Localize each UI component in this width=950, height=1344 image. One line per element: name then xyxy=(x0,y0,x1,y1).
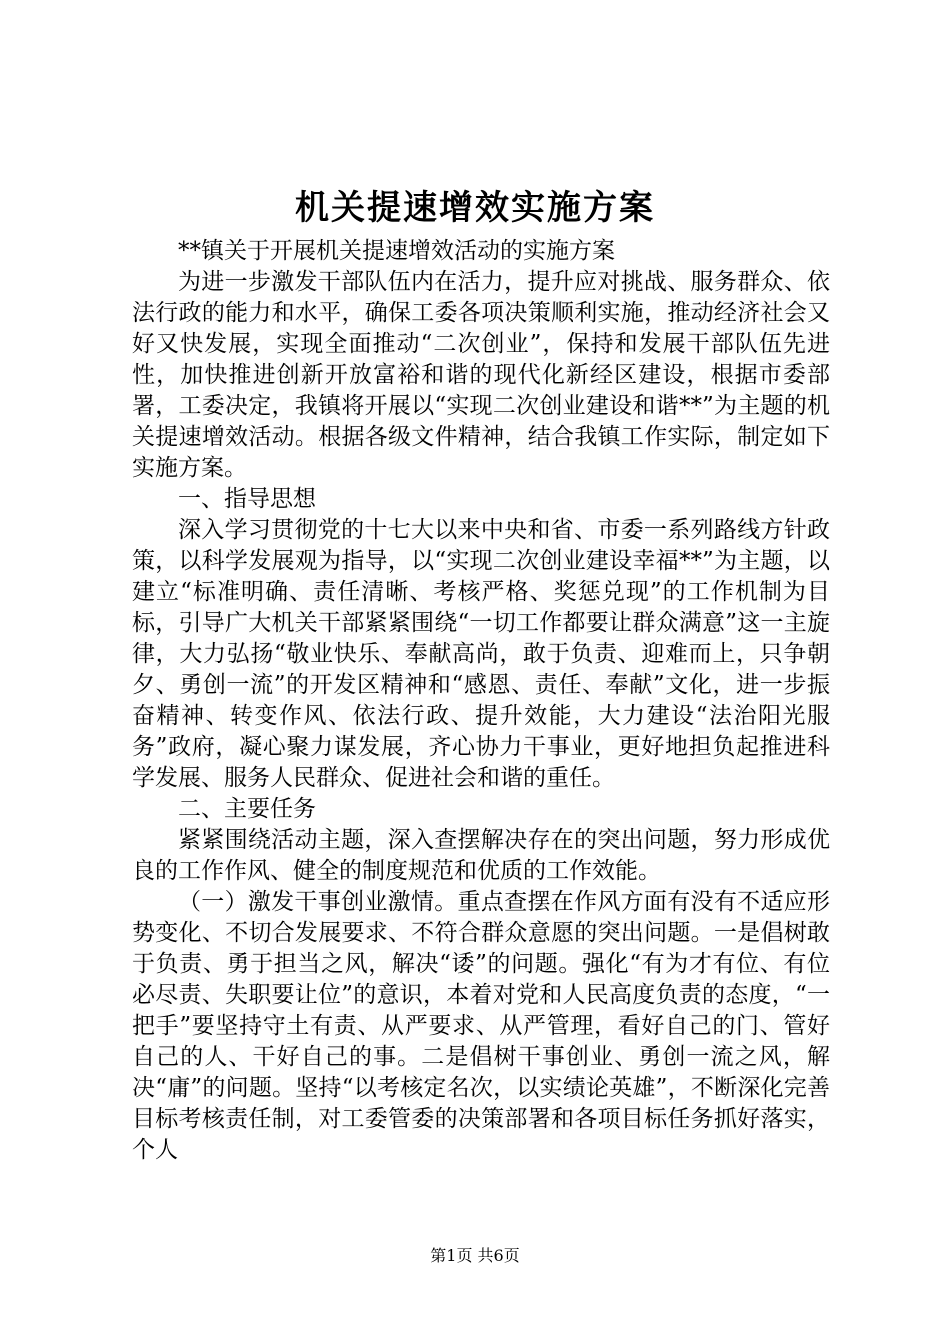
section-heading-main-tasks: 二、主要任务 xyxy=(178,796,316,822)
document-title: 机关提速增效实施方案 xyxy=(295,188,655,228)
page-number-footer: 第1页 共6页 xyxy=(430,1246,520,1265)
intro-paragraph: 为进一步激发干部队伍内在活力，提升应对挑战、服务群众、依法行政的能力和水平，确保工委各项决策顺利实施，推动经济社会又好又快发展，实现全面推动“二次创业”，保持和发展干部队伍先进性，加快推进创新开放富裕和谐的现代化新经区建设，根据市委部署，工委决定，我镇将开展以“实现二次创业建设和谐**”为主题的机关提速增效活动。根据各级文件精神，结合我镇工作实际，制定如下实施方案。 xyxy=(132,269,830,481)
task-one-paragraph: （一）激发干事创业激情。重点查摆在作风方面有没有不适应形势变化、不切合发展要求、不符合群众意愿的突出问题。一是倡树敢于负责、勇于担当之风，解决“诿”的问题。强化“有为才有位、有位必尽责、失职要让位”的意识，本着对党和人民高度负责的态度，“一把手”要坚持守土有责、从严要求、从严管理，看好自己的门、管好自己的人、干好自己的事。二是倡树干事创业、勇创一流之风，解决“庸”的问题。坚持“以考核定名次，以实绩论英雄”，不断深化完善目标考核责任制，对工委管委的决策部署和各项目标任务抓好落实，个人 xyxy=(132,889,830,1163)
document-body xyxy=(132,236,830,1166)
section-heading-guiding-ideology: 一、指导思想 xyxy=(178,486,316,512)
subtitle-paragraph: **镇关于开展机关提速增效活动的实施方案 xyxy=(178,238,615,264)
guiding-ideology-paragraph: 深入学习贯彻党的十七大以来中央和省、市委一系列路线方针政策，以科学发展观为指导，以“实现二次创业建设幸福**”为主题，以建立“标准明确、责任清晰、考核严格、奖惩兑现”的工作机制为目标，引导广大机关干部紧紧围绕“一切工作都要让群众满意”这一主旋律，大力弘扬“敬业快乐、奉献高尚，敢于负责、迎难而上，只争朝夕、勇创一流”的开发区精神和“感恩、责任、奉献”文化，进一步振奋精神、转变作风、依法行政、提升效能，大力建设“法治阳光服务”政府，凝心聚力谋发展，齐心协力干事业，更好地担负起推进科学发展、服务人民群众、促进社会和谐的重任。 xyxy=(132,517,830,791)
main-tasks-paragraph: 紧紧围绕活动主题，深入查摆解决存在的突出问题，努力形成优良的工作作风、健全的制度规范和优质的工作效能。 xyxy=(132,827,830,884)
